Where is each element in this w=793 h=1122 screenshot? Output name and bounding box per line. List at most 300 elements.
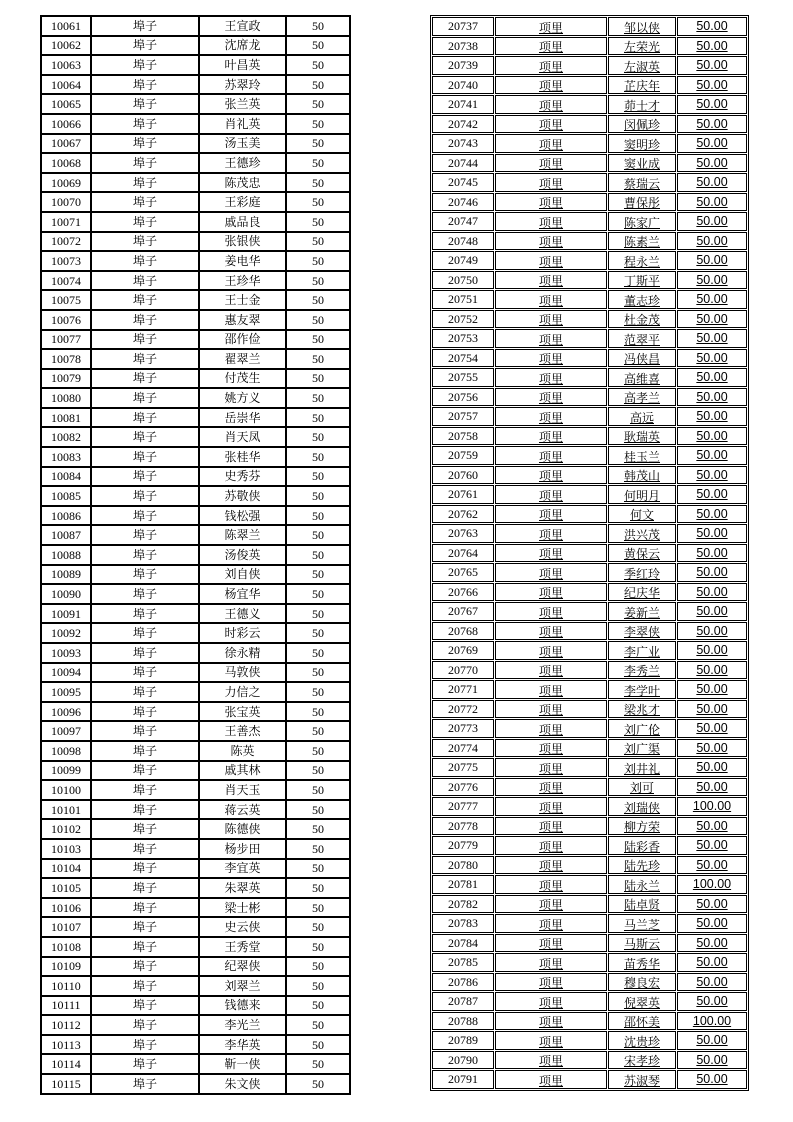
cell-amount: 50.00: [677, 134, 747, 153]
cell-town: 项里: [495, 446, 607, 465]
cell-town: 埠子: [91, 75, 199, 95]
cell-name: 高维喜: [608, 368, 676, 387]
cell-amount: 50: [286, 55, 350, 75]
table-row: [41, 839, 350, 859]
cell-name: 苏敬侠: [199, 486, 286, 506]
cell-id: 20779: [432, 836, 494, 855]
table-row: [41, 55, 350, 75]
cell-name: 陆彩香: [608, 836, 676, 855]
cell-town: 项里: [495, 583, 607, 602]
cell-amount: 50.00: [677, 115, 747, 134]
cell-town: 项里: [495, 992, 607, 1011]
cell-name: 陆卓贤: [608, 895, 676, 914]
cell-town: 项里: [495, 758, 607, 777]
cell-name: 陈德侠: [199, 819, 286, 839]
cell-name: 马敦侠: [199, 663, 286, 683]
cell-town: 项里: [495, 797, 607, 816]
cell-id: 10102: [41, 819, 91, 839]
cell-town: 项里: [495, 563, 607, 582]
cell-amount: 50.00: [677, 154, 747, 173]
cell-amount: 50: [286, 134, 350, 154]
cell-town: 埠子: [91, 290, 199, 310]
cell-town: 埠子: [91, 1035, 199, 1055]
table-row: [432, 349, 747, 368]
table-row: [41, 604, 350, 624]
cell-amount: 50.00: [677, 856, 747, 875]
table-row: [432, 232, 747, 251]
table-row: [41, 643, 350, 663]
cell-name: 李广业: [608, 641, 676, 660]
cell-amount: 50: [286, 545, 350, 565]
cell-town: 埠子: [91, 173, 199, 193]
cell-id: 10067: [41, 134, 91, 154]
table-row: [41, 212, 350, 232]
table-row: [432, 1012, 747, 1031]
cell-name: 冯侠昌: [608, 349, 676, 368]
cell-amount: 50.00: [677, 641, 747, 660]
table-row: [41, 330, 350, 350]
table-row: [41, 565, 350, 585]
cell-town: 项里: [495, 310, 607, 329]
cell-id: 10072: [41, 232, 91, 252]
table-row: [41, 290, 350, 310]
cell-amount: 50.00: [677, 953, 747, 972]
cell-town: 埠子: [91, 525, 199, 545]
cell-name: 张桂华: [199, 447, 286, 467]
table-row: [432, 817, 747, 836]
table-row: [41, 878, 350, 898]
cell-amount: 50: [286, 721, 350, 741]
cell-amount: 100.00: [677, 797, 747, 816]
cell-town: 项里: [495, 856, 607, 875]
cell-amount: 50: [286, 75, 350, 95]
cell-town: 埠子: [91, 604, 199, 624]
table-row: [432, 329, 747, 348]
cell-id: 10090: [41, 584, 91, 604]
cell-amount: 50: [286, 800, 350, 820]
table-row: [41, 408, 350, 428]
cell-town: 项里: [495, 37, 607, 56]
table-row: [41, 486, 350, 506]
cell-amount: 50.00: [677, 719, 747, 738]
cell-name: 张银侠: [199, 232, 286, 252]
cell-name: 倪翠英: [608, 992, 676, 1011]
cell-id: 20749: [432, 251, 494, 270]
cell-amount: 50.00: [677, 485, 747, 504]
cell-amount: 50.00: [677, 739, 747, 758]
cell-town: 项里: [495, 173, 607, 192]
cell-town: 埠子: [91, 643, 199, 663]
cell-id: 20769: [432, 641, 494, 660]
cell-name: 张兰英: [199, 94, 286, 114]
table-row: [432, 388, 747, 407]
cell-name: 力信之: [199, 682, 286, 702]
table-row: [432, 856, 747, 875]
cell-amount: 50: [286, 976, 350, 996]
cell-amount: 50.00: [677, 1070, 747, 1089]
table-row: [432, 17, 747, 36]
cell-amount: 50: [286, 702, 350, 722]
cell-name: 姚方义: [199, 388, 286, 408]
cell-town: 项里: [495, 1051, 607, 1070]
cell-name: 陈英: [199, 741, 286, 761]
cell-amount: 50: [286, 839, 350, 859]
cell-town: 埠子: [91, 16, 199, 36]
cell-amount: 50.00: [677, 700, 747, 719]
cell-town: 项里: [495, 1012, 607, 1031]
cell-id: 20743: [432, 134, 494, 153]
cell-id: 20765: [432, 563, 494, 582]
cell-id: 10094: [41, 663, 91, 683]
table-row: [41, 525, 350, 545]
cell-name: 桂玉兰: [608, 446, 676, 465]
table-row: [432, 37, 747, 56]
cell-amount: 50: [286, 212, 350, 232]
cell-amount: 50: [286, 996, 350, 1016]
cell-amount: 50.00: [677, 934, 747, 953]
cell-amount: 50.00: [677, 817, 747, 836]
cell-amount: 50: [286, 525, 350, 545]
cell-name: 董志珍: [608, 290, 676, 309]
cell-town: 埠子: [91, 957, 199, 977]
cell-name: 穆良宏: [608, 973, 676, 992]
cell-id: 10085: [41, 486, 91, 506]
cell-name: 史云侠: [199, 917, 286, 937]
cell-amount: 50: [286, 937, 350, 957]
cell-id: 20763: [432, 524, 494, 543]
cell-id: 20742: [432, 115, 494, 134]
table-row: [432, 973, 747, 992]
cell-amount: 50.00: [677, 349, 747, 368]
cell-name: 苏翠玲: [199, 75, 286, 95]
cell-amount: 50: [286, 16, 350, 36]
table-row: [41, 134, 350, 154]
table-row: [41, 467, 350, 487]
cell-id: 10098: [41, 741, 91, 761]
cell-town: 埠子: [91, 192, 199, 212]
cell-amount: 50: [286, 369, 350, 389]
cell-name: 陈翠兰: [199, 525, 286, 545]
cell-name: 朱文侠: [199, 1074, 286, 1094]
cell-town: 埠子: [91, 663, 199, 683]
table-row: [41, 1054, 350, 1074]
table-row: [432, 524, 747, 543]
cell-name: 高孝兰: [608, 388, 676, 407]
table-row: [432, 154, 747, 173]
table-row: [41, 447, 350, 467]
cell-name: 丁斯平: [608, 271, 676, 290]
cell-id: 20738: [432, 37, 494, 56]
cell-town: 埠子: [91, 447, 199, 467]
cell-id: 10082: [41, 427, 91, 447]
cell-amount: 50: [286, 290, 350, 310]
cell-id: 10109: [41, 957, 91, 977]
cell-name: 钱德来: [199, 996, 286, 1016]
cell-amount: 50.00: [677, 329, 747, 348]
table-row: [41, 761, 350, 781]
cell-name: 梁士彬: [199, 898, 286, 918]
table-row: [41, 232, 350, 252]
table-row: [432, 271, 747, 290]
cell-id: 10064: [41, 75, 91, 95]
cell-amount: 50: [286, 898, 350, 918]
table-row: [432, 1031, 747, 1050]
table-row: [41, 545, 350, 565]
table-row: [41, 996, 350, 1016]
cell-id: 10114: [41, 1054, 91, 1074]
cell-name: 汤俊英: [199, 545, 286, 565]
cell-amount: 50.00: [677, 661, 747, 680]
cell-id: 20766: [432, 583, 494, 602]
cell-amount: 50: [286, 94, 350, 114]
cell-amount: 50: [286, 330, 350, 350]
table-row: [432, 758, 747, 777]
cell-amount: 50.00: [677, 95, 747, 114]
table-row: [432, 251, 747, 270]
cell-id: 20751: [432, 290, 494, 309]
cell-name: 柳方荣: [608, 817, 676, 836]
cell-id: 10105: [41, 878, 91, 898]
cell-id: 10080: [41, 388, 91, 408]
table-row: [41, 310, 350, 330]
table-row: [432, 563, 747, 582]
cell-amount: 50: [286, 427, 350, 447]
table-row: [432, 407, 747, 426]
table-row: [41, 114, 350, 134]
cell-id: 20747: [432, 212, 494, 231]
table-row: [432, 778, 747, 797]
cell-name: 靳一侠: [199, 1054, 286, 1074]
cell-name: 刘可: [608, 778, 676, 797]
cell-town: 埠子: [91, 94, 199, 114]
cell-town: 埠子: [91, 976, 199, 996]
cell-town: 埠子: [91, 212, 199, 232]
cell-name: 沈席龙: [199, 36, 286, 56]
cell-name: 陈茂忠: [199, 173, 286, 193]
cell-id: 10095: [41, 682, 91, 702]
cell-id: 10065: [41, 94, 91, 114]
table-row: [432, 173, 747, 192]
cell-town: 项里: [495, 817, 607, 836]
cell-town: 埠子: [91, 741, 199, 761]
table-row: [41, 623, 350, 643]
cell-town: 项里: [495, 232, 607, 251]
cell-amount: 100.00: [677, 1012, 747, 1031]
cell-town: 埠子: [91, 310, 199, 330]
cell-amount: 50.00: [677, 973, 747, 992]
cell-id: 20790: [432, 1051, 494, 1070]
cell-town: 埠子: [91, 859, 199, 879]
cell-amount: 50: [286, 878, 350, 898]
cell-name: 徐永精: [199, 643, 286, 663]
cell-town: 项里: [495, 1031, 607, 1050]
cell-amount: 50: [286, 349, 350, 369]
cell-id: 10084: [41, 467, 91, 487]
cell-amount: 50.00: [677, 992, 747, 1011]
table-row: [41, 800, 350, 820]
cell-amount: 50.00: [677, 778, 747, 797]
table-row: [432, 934, 747, 953]
cell-amount: 50.00: [677, 446, 747, 465]
cell-amount: 50.00: [677, 758, 747, 777]
table-row: [41, 917, 350, 937]
cell-town: 项里: [495, 641, 607, 660]
cell-id: 10086: [41, 506, 91, 526]
cell-id: 10106: [41, 898, 91, 918]
cell-amount: 50.00: [677, 524, 747, 543]
cell-name: 史秀芬: [199, 467, 286, 487]
cell-town: 埠子: [91, 36, 199, 56]
cell-amount: 50.00: [677, 602, 747, 621]
cell-id: 10074: [41, 271, 91, 291]
table-row: [432, 1070, 747, 1089]
cell-name: 汤玉美: [199, 134, 286, 154]
cell-name: 闵佩珍: [608, 115, 676, 134]
cell-name: 王彩庭: [199, 192, 286, 212]
cell-id: 20755: [432, 368, 494, 387]
cell-id: 20772: [432, 700, 494, 719]
cell-town: 项里: [495, 17, 607, 36]
cell-town: 埠子: [91, 349, 199, 369]
cell-amount: 50.00: [677, 76, 747, 95]
cell-name: 刘瑞侠: [608, 797, 676, 816]
table-row: [432, 641, 747, 660]
cell-town: 埠子: [91, 545, 199, 565]
cell-name: 王宣政: [199, 16, 286, 36]
cell-id: 10083: [41, 447, 91, 467]
cell-amount: 50: [286, 682, 350, 702]
cell-town: 埠子: [91, 55, 199, 75]
cell-amount: 50.00: [677, 368, 747, 387]
cell-name: 肖天玉: [199, 780, 286, 800]
cell-id: 10061: [41, 16, 91, 36]
cell-amount: 50.00: [677, 914, 747, 933]
table-row: [432, 505, 747, 524]
cell-name: 纪翠侠: [199, 957, 286, 977]
cell-town: 埠子: [91, 1015, 199, 1035]
cell-amount: 50.00: [677, 505, 747, 524]
table-row: [432, 992, 747, 1011]
cell-town: 埠子: [91, 486, 199, 506]
cell-amount: 50: [286, 310, 350, 330]
table-row: [41, 976, 350, 996]
cell-id: 20787: [432, 992, 494, 1011]
table-row: [41, 898, 350, 918]
cell-amount: 100.00: [677, 875, 747, 894]
cell-amount: 50: [286, 780, 350, 800]
cell-id: 10062: [41, 36, 91, 56]
cell-id: 20770: [432, 661, 494, 680]
cell-id: 20761: [432, 485, 494, 504]
cell-amount: 50.00: [677, 466, 747, 485]
cell-town: 项里: [495, 212, 607, 231]
cell-id: 10068: [41, 153, 91, 173]
cell-name: 付茂生: [199, 369, 286, 389]
cell-id: 20740: [432, 76, 494, 95]
table-row: [41, 682, 350, 702]
cell-id: 10076: [41, 310, 91, 330]
table-row: [432, 661, 747, 680]
cell-id: 20758: [432, 427, 494, 446]
cell-id: 20762: [432, 505, 494, 524]
table-row: [432, 290, 747, 309]
cell-name: 王德珍: [199, 153, 286, 173]
cell-name: 苗秀华: [608, 953, 676, 972]
table-row: [432, 583, 747, 602]
cell-amount: 50.00: [677, 544, 747, 563]
cell-name: 戚品良: [199, 212, 286, 232]
cell-name: 时彩云: [199, 623, 286, 643]
table-row: [432, 193, 747, 212]
cell-name: 杨宜华: [199, 584, 286, 604]
cell-name: 李秀兰: [608, 661, 676, 680]
cell-amount: 50.00: [677, 1051, 747, 1070]
cell-town: 埠子: [91, 251, 199, 271]
cell-amount: 50.00: [677, 895, 747, 914]
cell-name: 翟翠兰: [199, 349, 286, 369]
cell-name: 季红玲: [608, 563, 676, 582]
cell-town: 项里: [495, 622, 607, 641]
cell-amount: 50: [286, 1074, 350, 1094]
cell-town: 埠子: [91, 1074, 199, 1094]
cell-name: 陈素兰: [608, 232, 676, 251]
cell-name: 陆先珍: [608, 856, 676, 875]
cell-name: 岳崇华: [199, 408, 286, 428]
cell-name: 王德义: [199, 604, 286, 624]
cell-amount: 50: [286, 859, 350, 879]
cell-amount: 50: [286, 741, 350, 761]
cell-id: 20788: [432, 1012, 494, 1031]
cell-town: 项里: [495, 115, 607, 134]
cell-name: 邵作俭: [199, 330, 286, 350]
cell-name: 耿瑞英: [608, 427, 676, 446]
cell-id: 20760: [432, 466, 494, 485]
table-row: [41, 1074, 350, 1094]
cell-town: 埠子: [91, 408, 199, 428]
cell-amount: 50: [286, 408, 350, 428]
cell-name: 肖礼英: [199, 114, 286, 134]
cell-id: 20746: [432, 193, 494, 212]
cell-name: 陆永兰: [608, 875, 676, 894]
cell-town: 埠子: [91, 232, 199, 252]
cell-name: 范翠平: [608, 329, 676, 348]
table-row: [432, 115, 747, 134]
table-row: [41, 349, 350, 369]
table-row: [432, 95, 747, 114]
cell-id: 10070: [41, 192, 91, 212]
cell-id: 10108: [41, 937, 91, 957]
cell-id: 20786: [432, 973, 494, 992]
cell-name: 王善杰: [199, 721, 286, 741]
cell-town: 埠子: [91, 819, 199, 839]
cell-amount: 50: [286, 1015, 350, 1035]
table-row: [432, 466, 747, 485]
table-row: [41, 780, 350, 800]
cell-amount: 50.00: [677, 310, 747, 329]
table-row: [432, 914, 747, 933]
cell-amount: 50: [286, 271, 350, 291]
table-row: [432, 875, 747, 894]
table-row: [432, 76, 747, 95]
cell-town: 项里: [495, 953, 607, 972]
cell-name: 程永兰: [608, 251, 676, 270]
cell-name: 姜电华: [199, 251, 286, 271]
cell-town: 埠子: [91, 369, 199, 389]
cell-id: 20754: [432, 349, 494, 368]
cell-town: 埠子: [91, 878, 199, 898]
cell-name: 左荣光: [608, 37, 676, 56]
cell-amount: 50.00: [677, 388, 747, 407]
